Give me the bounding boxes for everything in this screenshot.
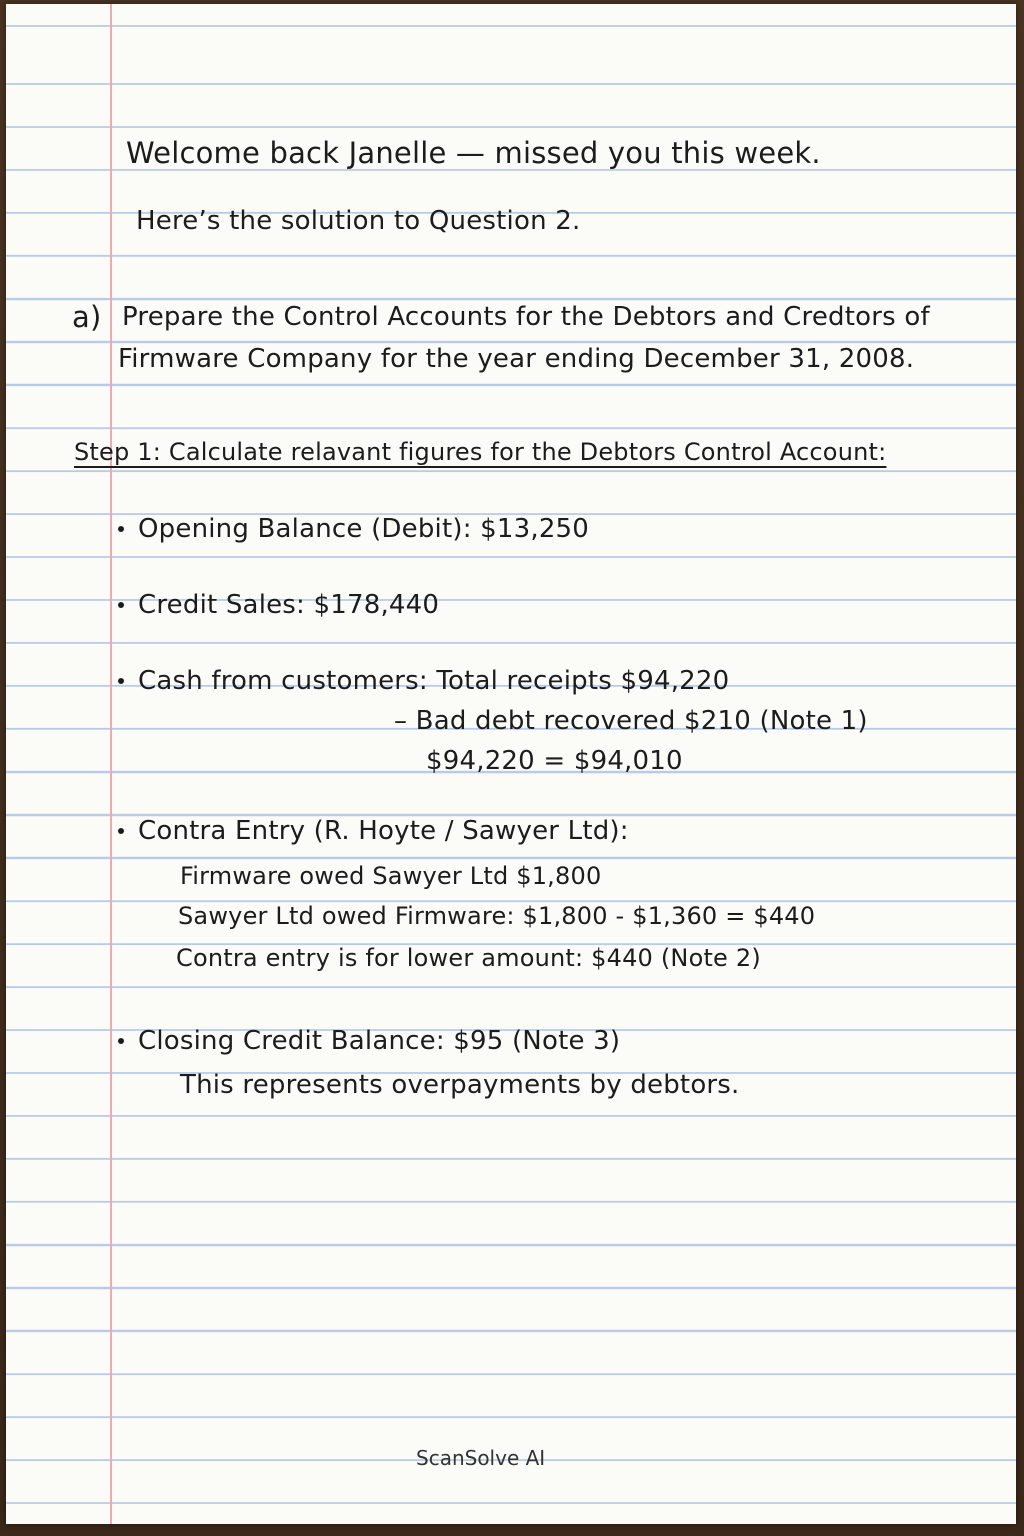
- margin-line: [110, 4, 112, 1524]
- contra-line-2: Firmware owed Sawyer Ltd $1,800: [180, 862, 602, 890]
- contra-line-4: Contra entry is for lower amount: $440 (Note 2): [176, 944, 761, 972]
- footer-watermark: ScanSolve AI: [416, 1446, 546, 1470]
- cash-line-1: Cash from customers: Total receipts $94,220: [138, 666, 730, 696]
- bullet: [118, 1038, 124, 1044]
- bullet: [118, 526, 124, 532]
- closing-line-1: Closing Credit Balance: $95 (Note 3): [138, 1026, 621, 1056]
- contra-line-1: Contra Entry (R. Hoyte / Sawyer Ltd):: [138, 816, 629, 846]
- cash-line-3: $94,220 = $94,010: [426, 746, 683, 776]
- bullet: [118, 828, 124, 834]
- contra-line-3: Sawyer Ltd owed Firmware: $1,800 - $1,360 = $440: [178, 902, 816, 930]
- question-line-2: Firmware Company for the year ending December 31, 2008.: [118, 344, 915, 374]
- cash-line-2: – Bad debt recovered $210 (Note 1): [394, 706, 868, 736]
- bullet: [118, 602, 124, 608]
- question-line-1: Prepare the Control Accounts for the Debtors and Credtors of: [122, 302, 930, 332]
- greeting: Welcome back Janelle — missed you this week.: [126, 136, 821, 170]
- notebook-page: [6, 4, 1016, 1524]
- intro-line: Here’s the solution to Question 2.: [136, 206, 581, 236]
- bullet: [118, 678, 124, 684]
- opening-balance: Opening Balance (Debit): $13,250: [138, 514, 590, 544]
- closing-line-2: This represents overpayments by debtors.: [180, 1070, 740, 1100]
- question-label: a): [72, 300, 102, 334]
- credit-sales: Credit Sales: $178,440: [138, 590, 440, 620]
- step1-heading: Step 1: Calculate relavant figures for the Debtors Control Account:: [74, 438, 887, 466]
